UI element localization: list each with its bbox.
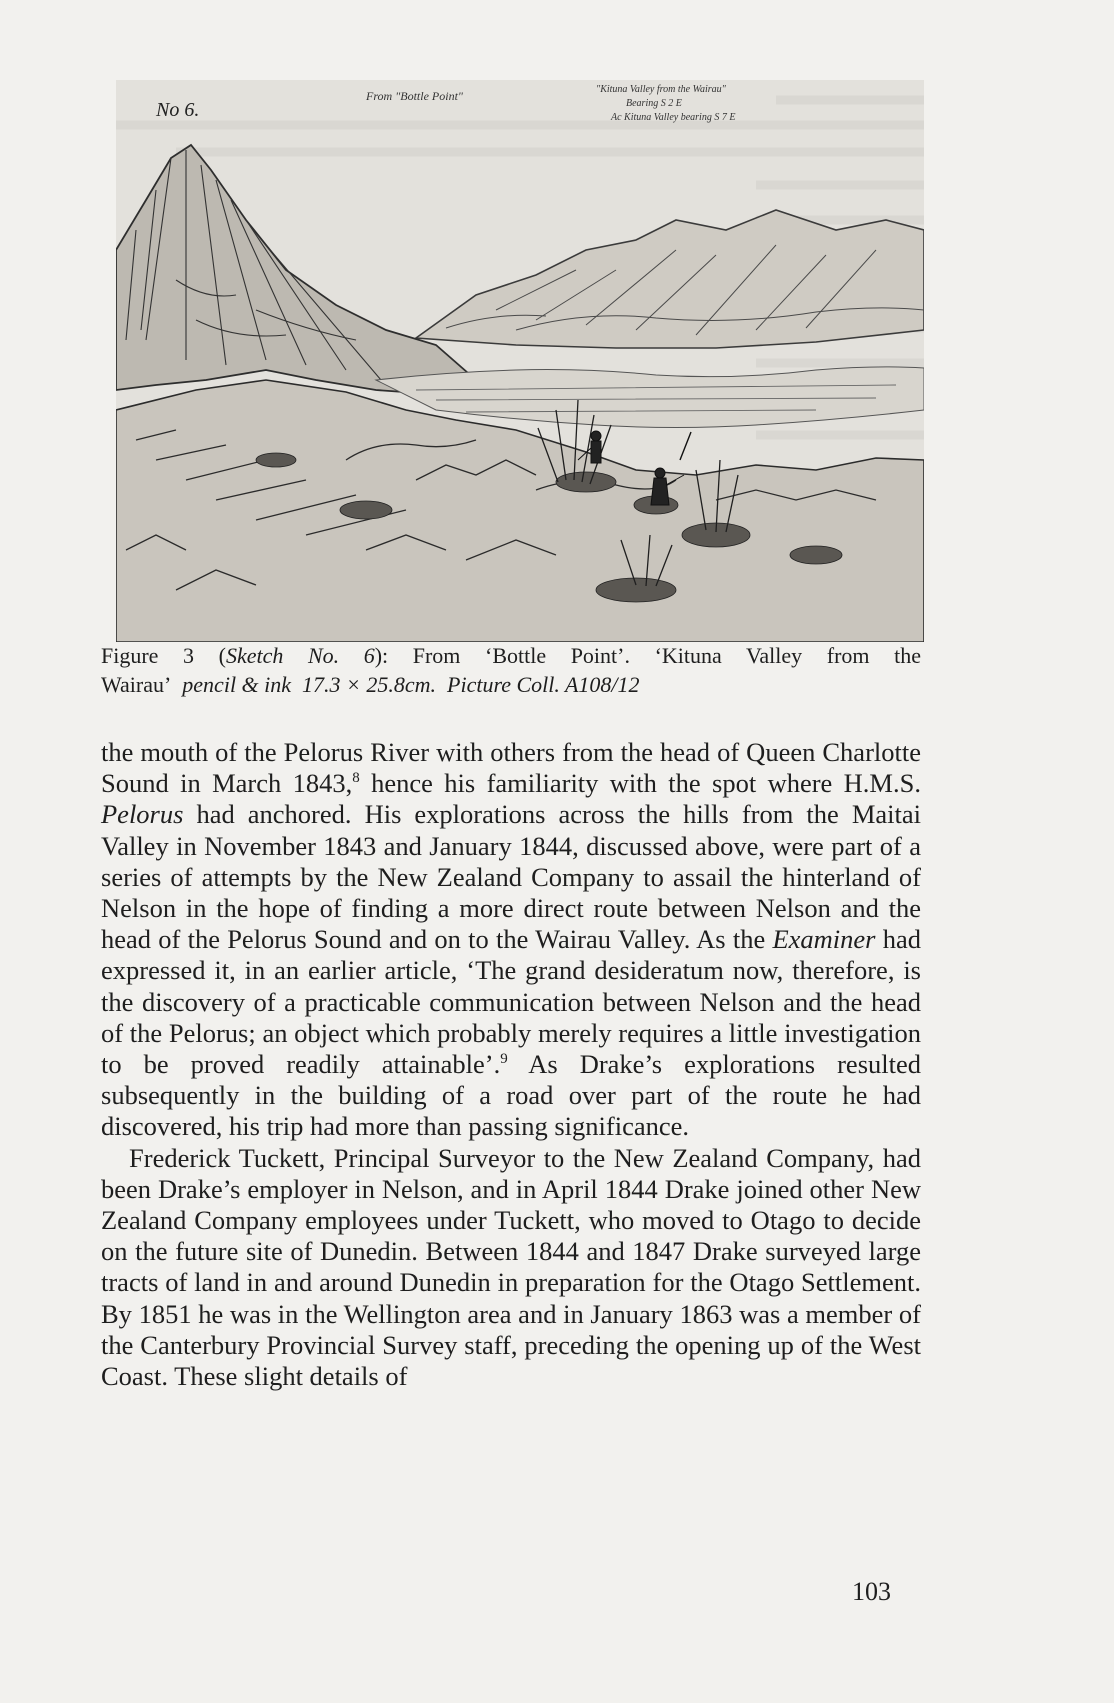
p1-text-a: the mouth of the Pelorus River with others from the head of Queen Charlotte Sound in March 1843, <box>101 737 921 799</box>
caption-sketch-no: Sketch No. 6 <box>225 643 375 668</box>
body-text <box>101 737 921 1392</box>
caption-title: ): From ‘Bottle Point’. ‘Kituna Valley from the <box>374 643 921 668</box>
p1-text-b: hence his familiarity with the spot where H.M.S. <box>359 768 921 799</box>
footnote-ref-8: 8 <box>352 770 360 787</box>
caption-medium: pencil & ink <box>182 672 292 697</box>
p1-text-d: had expressed it, in an earlier article, ‘The grand desideratum now, therefore, is the discovery of a practicable communication between Nelson and the head of the Pelorus; an object which probably merely requires a little investigation to be proved readily attainable’. <box>101 924 922 1080</box>
newspaper-name: Examiner <box>772 924 876 955</box>
caption-dimensions: 17.3 × 25.8cm. <box>302 672 437 697</box>
p1-text-c: had anchored. His explorations across the hills from the Maitai Valley in November 1843 and January 1844, discussed above, were part of a series of attempts by the New Zealand Company to assail the hinterland of Nelson in the hope of finding a more direct route between Nelson and the head of the Pelorus Sound and on to the Wairau Valley. As the <box>101 799 921 955</box>
sketch-annotation-right-1: "Kituna Valley from the Wairau" <box>596 84 726 95</box>
caption-collection: Picture Coll. A108/12 <box>447 672 640 697</box>
caption-title-end: Wairau’ <box>101 672 172 697</box>
ship-name: Pelorus <box>101 799 184 830</box>
caption-line-2 <box>101 670 921 699</box>
caption-line-1 <box>101 641 921 670</box>
sketch-annotation-right-3: Ac Kituna Valley bearing S 7 E <box>611 112 736 123</box>
sketch-number: No 6. <box>156 99 200 121</box>
paragraph-1 <box>101 737 921 1143</box>
paragraph-2: Frederick Tuckett, Principal Surveyor to the New Zealand Company, had been Drake’s employer in Nelson, and in April 1844 Drake joined other New Zealand Company employees under Tuckett, who moved to Otago to decide on the future site of Dunedin. Between 1844 and 1847 Drake surveyed large tracts of land in and around Dunedin in preparation for the Otago Settlement. By 1851 he was in the Wellington area and in January 1863 was a member of the Canterbury Provincial Survey staff, preceding the opening up of the West Coast. These slight details of <box>101 1142 921 1392</box>
footnote-ref-9: 9 <box>500 1051 508 1068</box>
sketch-annotation-right-2: Bearing S 2 E <box>626 98 682 109</box>
landscape-sketch-image <box>116 80 924 642</box>
figure-caption <box>101 641 921 699</box>
p1-text-e: As Drake’s explorations resulted subsequently in the building of a road over part of the route he had discovered, his trip had more than passing significance. <box>101 1049 921 1142</box>
figure-sketch <box>116 80 924 642</box>
caption-fig-label: Figure 3 ( <box>101 643 226 668</box>
page-number: 103 <box>852 1577 891 1606</box>
sketch-annotation-left: From "Bottle Point" <box>366 89 463 103</box>
